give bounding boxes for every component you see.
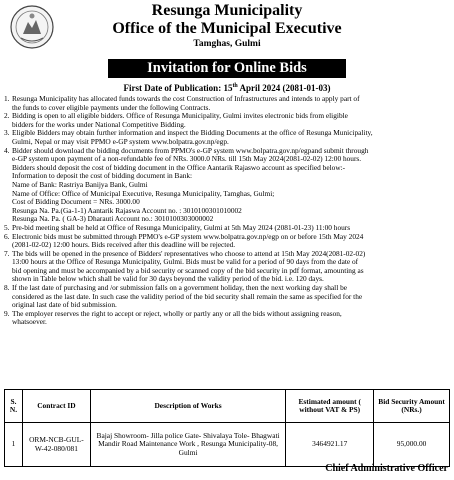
item-line: Bidding is open to all eligible bidders. Office of Resunga Municipality, Gulmi invites electronic bids from eligible <box>12 111 348 121</box>
notice-item <box>4 147 450 224</box>
office-location: Tamghas, Gulmi <box>193 39 261 49</box>
item-line: original last date of bid submission. <box>12 300 117 310</box>
item-number: 7. <box>4 248 10 258</box>
item-number: 9. <box>4 308 10 318</box>
item-number: 1. <box>4 94 10 103</box>
item-line: Name of Office: Office of Municipal Executive, Resunga Municipality, Tamghas, Gulmi; <box>12 188 275 198</box>
table-row <box>5 423 450 467</box>
header-contract-id: Contract ID <box>22 390 90 423</box>
notice-item <box>4 284 450 310</box>
item-number: 4. <box>4 145 10 155</box>
item-line: Gulmi, Nepal or may visit PPMO e-GP system www.bolpatra.gov.np/egp. <box>12 136 229 146</box>
header-sn: S. N. <box>5 390 23 423</box>
item-number: 3. <box>4 128 10 138</box>
item-line: The employer reserves the right to accept or reject, wholly or partly any or all the bids without assigning reason, <box>12 308 342 318</box>
item-line: (2081-02-02) 12:00 hours. Bids received after this deadline will be rejected. <box>12 240 236 250</box>
item-line: If the last date of purchasing and /or submission falls on a government holiday, then the next working day shall be <box>12 283 348 293</box>
notice-item <box>4 310 450 327</box>
notice-title-banner: Invitation for Online Bids <box>108 59 346 78</box>
item-line: Bidder should download the bidding documents from PPMO's e-GP system www.bolpatra.gov.np/egpand submit through <box>12 145 369 155</box>
item-line: the funds to cover eligible payments under the following Contracts. <box>12 102 211 112</box>
header-description: Description of Works <box>90 390 285 423</box>
item-line: bidders for the works under National Competitive Bidding. <box>12 119 186 129</box>
item-line: shown in Table below which shall be valid for 30 days beyond the validity period of the bid. i.e. 120 days. <box>12 274 324 284</box>
item-line: The bids will be opened in the presence of Bidders' representatives who choose to attend at 15th May 2024(2081-02-02) <box>12 248 366 258</box>
notice-item <box>4 112 450 129</box>
cell-sn: 1 <box>5 423 23 467</box>
organization-name: Resunga Municipality <box>151 2 303 19</box>
cell-description: Bajaj Showroom- Jilla police Gate- Shivalaya Tole- Bhagwati Mandir Road Maintenance Work , Resunga Municipality-08, Gulmi <box>90 423 285 467</box>
header-estimated-amount: Estimated amount ( without VAT & PS) <box>286 390 374 423</box>
item-line: Eligible Bidders may obtain further information and inspect the Bidding Documents at the office of Resunga Municipality, <box>12 128 373 138</box>
publication-date: First Date of Publication: 15th April 2024 (2081-01-03) <box>123 83 331 93</box>
item-number: 5. <box>4 222 10 232</box>
item-line: considered as the last date. In such case the validity period of the bid security shall remain the same as specified for the <box>12 291 363 301</box>
item-line: Pre-bid meeting shall be held at Office of Resunga Municipality, Gulmi at 5th May 2024 (2081-01-23) 11:00 hours <box>12 222 351 232</box>
item-line: Name of Bank: Rastriya Banijya Bank, Gulmi <box>12 179 148 189</box>
item-line: 13:00 hours at the Office of Resunga Municipality, Gulmi. Bids must be valid for a period of 90 days from the date of <box>12 257 359 267</box>
notice-item <box>4 250 450 284</box>
notice-items-list <box>4 95 450 327</box>
item-line: Resunga Municipality has allocated funds towards the cost Construction of Infrastructures and intends to apply part of <box>12 94 360 103</box>
item-line: bid opening and must be accompanied by a bid security or scanned copy of the bid security in pdf format, amounting as <box>12 265 364 275</box>
item-line: Bidders should deposit the cost of bidding document in the Office Aantarik Rajaswo account as specified below:- <box>12 162 346 172</box>
item-line: whatsoever. <box>12 317 47 327</box>
item-line: Resunga Na. Pa.(Ga-1-1) Aantarik Rajaswa Account no. : 3010100301010002 <box>12 205 242 215</box>
table-header-row <box>5 390 450 423</box>
cell-bid-security: 95,000.00 <box>374 423 450 467</box>
notice-item <box>4 233 450 250</box>
item-number: 2. <box>4 111 10 121</box>
item-line: Electronic bids must be submitted through PPMO's e-GP system www.bolpatra.gov.np/egp on or before 15th May 2024 <box>12 231 364 241</box>
item-line: Information to deposit the cost of bidding document in Bank: <box>12 171 193 181</box>
item-line: Resunga Na. Pa. ( GA-3) Dharauti Account no.: 3010100303000002 <box>12 214 214 224</box>
cell-contract-id: ORM-NCB-GUL-W-42-080/081 <box>22 423 90 467</box>
item-line: e-GP system upon payment of a non-refundable fee of NRs. 3000.0 NRs. till 15th May 2024(2081-02-02) 12:00 hours. <box>12 154 362 164</box>
signoff-title: Chief Administrative Officer <box>325 463 448 474</box>
notice-item <box>4 129 450 146</box>
item-line: Cost of Bidding Document = NRs. 3000.00 <box>12 197 140 207</box>
bids-table <box>4 389 450 467</box>
header-bid-security: Bid Security Amount (NRs.) <box>374 390 450 423</box>
notice-item <box>4 95 450 112</box>
office-name: Office of the Municipal Executive <box>112 20 342 37</box>
item-number: 6. <box>4 231 10 241</box>
item-number: 8. <box>4 283 10 293</box>
cell-estimated-amount: 3464921.17 <box>286 423 374 467</box>
